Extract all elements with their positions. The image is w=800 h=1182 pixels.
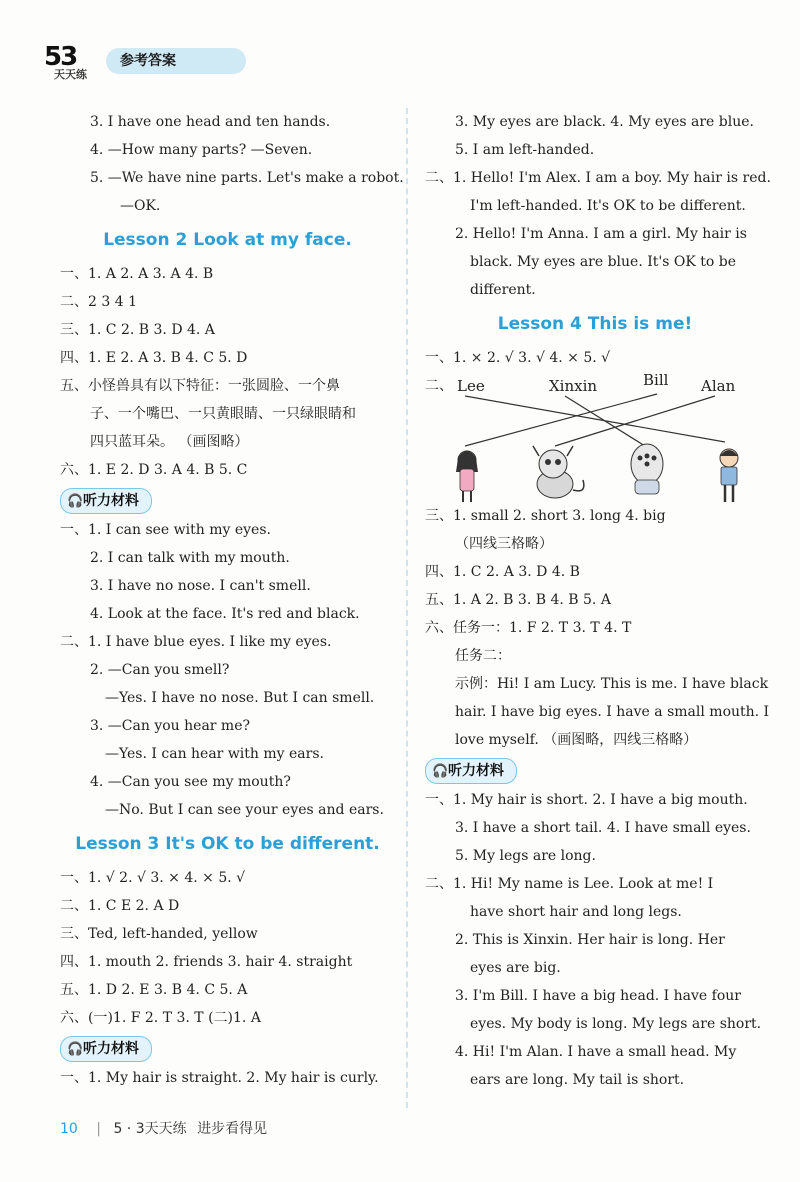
match-name-lee: Lee (457, 377, 485, 395)
answer-line: 四、1. C 2. A 3. D 4. B (425, 564, 580, 580)
matching-prefix: 二、 (425, 378, 453, 394)
answer-line: 4. Look at the face. It's red and black. (90, 606, 360, 622)
match-name-alan: Alan (701, 377, 736, 395)
listening-material-section (425, 754, 765, 786)
answer-line: 示例：Hi! I am Lucy. This is me. I have black (455, 676, 769, 692)
listening-material-text: 听力材料 (83, 493, 139, 509)
answer-line: 五、1. D 2. E 3. B 4. C 5. A (60, 982, 248, 998)
answer-line: 子、一个嘴巴、一只黄眼睛、一只绿眼睛和 (90, 406, 356, 422)
listening-material-label (60, 488, 152, 514)
answer-line: —Yes. I have no nose. But I can smell. (105, 690, 375, 706)
answer-line: 2. —Can you smell? (90, 662, 230, 678)
match-name-bill: Bill (643, 371, 669, 389)
listening-material-text: 听力材料 (83, 1041, 139, 1057)
footer-slogan: 进步看得见 (197, 1121, 268, 1137)
match-line-alan-xinxin (555, 396, 715, 446)
answer-line: 3. I have no nose. I can't smell. (90, 578, 311, 594)
answer-line: 5. I am left-handed. (455, 142, 595, 158)
answer-line: 任务二： (455, 648, 511, 664)
answer-line: 5. —We have nine parts. Let's make a robot. (90, 170, 404, 186)
lesson-heading: Lesson 3 It's OK to be different. (75, 834, 380, 854)
left-column (60, 108, 404, 1092)
answer-line: （四线三格略） (455, 536, 553, 552)
headphones-icon: 🎧 (432, 764, 449, 779)
answer-line: 2. I can talk with my mouth. (90, 550, 290, 566)
answer-line: 二、1. Hi! My name is Lee. Look at me! I (425, 876, 714, 892)
answer-line: 4. Hi! I'm Alan. I have a small head. My (455, 1044, 737, 1060)
logo-text: 天天练 (54, 68, 87, 81)
answer-line: 2. Hello! I'm Anna. I am a girl. My hair is (455, 226, 747, 242)
answer-line: 2. This is Xinxin. Her hair is long. Her (455, 932, 725, 948)
answer-line: 3. My eyes are black. 4. My eyes are blue. (455, 114, 754, 130)
answer-line: 二、1. C E 2. A D (60, 898, 180, 914)
answer-line: 五、1. A 2. B 3. B 4. B 5. A (425, 592, 611, 608)
answer-line: 四、1. mouth 2. friends 3. hair 4. straight (60, 954, 353, 970)
bill-creature-figure (631, 444, 663, 494)
matching-illustration (425, 372, 765, 502)
listening-material-text: 听力材料 (448, 763, 504, 779)
match-name-xinxin: Xinxin (549, 377, 598, 395)
answer-line: 二、1. Hello! I'm Alex. I am a boy. My hair is red. (425, 170, 771, 186)
answer-line: 一、1. A 2. A 3. A 4. B (60, 266, 214, 282)
answer-line: 三、1. C 2. B 3. D 4. A (60, 322, 215, 338)
book-logo (40, 44, 100, 84)
answer-line: eyes. My body is long. My legs are short. (470, 1016, 762, 1032)
answer-line: eyes are big. (470, 960, 561, 976)
page-header (40, 40, 760, 90)
answer-line: 3. I'm Bill. I have a big head. I have four (455, 988, 741, 1004)
answer-line: —Yes. I can hear with my ears. (105, 746, 324, 762)
answer-line: 3. I have a short tail. 4. I have small eyes. (455, 820, 751, 836)
answer-line: 四、1. E 2. A 3. B 4. C 5. D (60, 350, 248, 366)
answer-line: —OK. (120, 198, 161, 214)
dragon-monster-figure (533, 446, 584, 498)
answer-line: 四只蓝耳朵。 （画图略） (90, 434, 249, 450)
girl-figure (456, 451, 478, 502)
page-number: 10 (60, 1121, 78, 1137)
lesson-heading: Lesson 2 Look at my face. (103, 230, 352, 250)
answer-line: love myself. （画图略，四线三格略） (455, 732, 698, 748)
listening-material-label (60, 1036, 152, 1062)
column-divider (406, 108, 408, 1108)
right-column (425, 108, 771, 1094)
footer-separator: | (96, 1121, 101, 1137)
answer-line: 3. —Can you hear me? (90, 718, 250, 734)
answer-line: 5. My legs are long. (455, 848, 596, 864)
boy-figure (720, 449, 738, 502)
answer-line: 二、1. I have blue eyes. I like my eyes. (60, 634, 332, 650)
answer-line: different. (470, 282, 536, 298)
answer-line: black. My eyes are blue. It's OK to be (470, 254, 737, 270)
answer-line: 一、1. My hair is short. 2. I have a big mouth. (425, 792, 748, 808)
lesson-heading: Lesson 4 This is me! (497, 314, 693, 334)
answer-line: 一、1. My hair is straight. 2. My hair is curly. (60, 1070, 379, 1086)
answer-line: I'm left-handed. It's OK to be different. (470, 198, 746, 214)
answer-line: 六、(一)1. F 2. T 3. T (二)1. A (60, 1010, 261, 1026)
footer-book-title: 5 · 3天天练 (113, 1121, 187, 1137)
answer-line: 二、2 3 4 1 (60, 294, 137, 310)
page-footer (60, 1118, 267, 1140)
answer-line: 3. I have one head and ten hands. (90, 114, 331, 130)
answer-line: 六、1. E 2. D 3. A 4. B 5. C (60, 462, 248, 478)
answer-line: 三、Ted, left-handed, yellow (60, 926, 258, 942)
answer-line: 六、任务一：1. F 2. T 3. T 4. T (425, 620, 632, 636)
headphones-icon: 🎧 (67, 494, 84, 509)
listening-material-section (60, 484, 395, 516)
answer-line: hair. I have big eyes. I have a small mouth. I (455, 704, 770, 720)
answer-line: have short hair and long legs. (470, 904, 682, 920)
answer-line: 一、1. × 2. √ 3. √ 4. × 5. √ (425, 350, 611, 366)
answer-line: ears are long. My tail is short. (470, 1072, 685, 1088)
answer-line: 4. —How many parts? —Seven. (90, 142, 313, 158)
logo-number: 53 (44, 42, 77, 72)
right-column-top (425, 108, 771, 372)
answer-line: —No. But I can see your eyes and ears. (105, 802, 384, 818)
right-column-bottom (425, 502, 770, 1094)
answer-line: 一、1. I can see with my eyes. (60, 522, 271, 538)
match-line-bill-lee (465, 394, 657, 446)
headphones-icon: 🎧 (67, 1042, 84, 1057)
answer-line: 五、小怪兽具有以下特征：一张圆脸、一个鼻 (60, 378, 340, 394)
answer-line: 一、1. √ 2. √ 3. × 4. × 5. √ (60, 870, 246, 886)
listening-material-section (60, 1032, 395, 1064)
answer-line: 4. —Can you see my mouth? (90, 774, 291, 790)
listening-material-label (425, 758, 517, 784)
matching-exercise (425, 372, 765, 502)
answer-key-badge: 参考答案 (106, 48, 246, 74)
answer-line: 三、1. small 2. short 3. long 4. big (425, 508, 666, 524)
